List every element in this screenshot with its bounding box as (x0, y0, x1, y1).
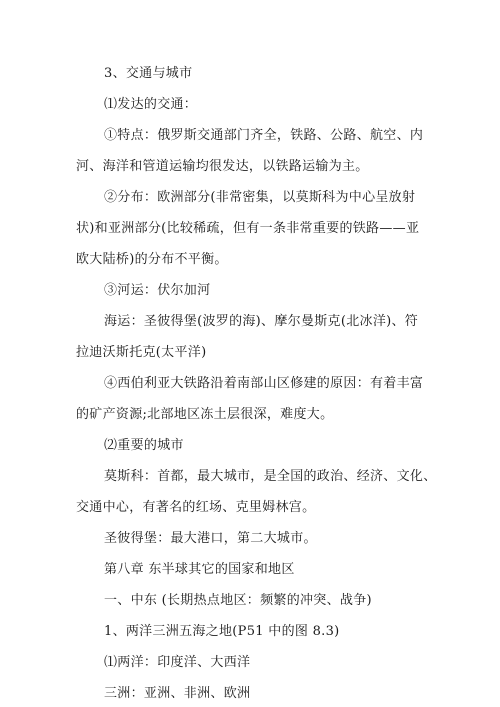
subheading-two-oceans: 1、两洋三洲五海之地(P51 中的图 8.3) (104, 624, 340, 639)
paragraph-line: ⑴两洋：印度洋、大西洋 (104, 655, 251, 670)
paragraph-line: ④西伯利亚大铁路沿着南部山区修建的原因：有着丰富 (104, 376, 424, 391)
paragraph-line: ③河运：伏尔加河 (104, 283, 211, 298)
chapter-heading: 第八章 东半球其它的国家和地区 (104, 562, 295, 577)
paragraph-line: 海运：圣彼得堡(波罗的海)、摩尔曼斯克(北冰洋)、符 (104, 314, 419, 329)
paragraph-line: 的矿产资源;北部地区冻土层很深，难度大。 (76, 407, 334, 422)
paragraph-line: 拉迪沃斯托克(太平洋) (76, 345, 207, 360)
section-heading-transport-cities: 3、交通与城市 (104, 66, 193, 81)
paragraph-line: ②分布：欧洲部分(非常密集，以莫斯科为中心呈放射 (104, 190, 416, 205)
paragraph-line: 圣彼得堡：最大港口，第二大城市。 (104, 531, 317, 546)
subheading-developed-transport: ⑴发达的交通： (104, 97, 198, 112)
paragraph-line: 交通中心，有著名的红场、克里姆林宫。 (76, 500, 316, 515)
subheading-important-cities: ⑵重要的城市 (104, 438, 184, 453)
paragraph-line: 状)和亚洲部分(比较稀疏，但有一条非常重要的铁路——亚 (76, 221, 420, 236)
section-heading-middle-east: 一、中东 (长期热点地区：频繁的冲突、战争) (104, 593, 372, 608)
paragraph-line: ①特点：俄罗斯交通部门齐全，铁路、公路、航空、内 (104, 128, 424, 143)
paragraph-line: 河、海洋和管道运输均很发达，以铁路运输为主。 (76, 159, 369, 174)
paragraph-line: 莫斯科：首都，最大城市，是全国的政治、经济、文化、 (104, 469, 437, 484)
paragraph-line: 三洲：亚洲、非洲、欧洲 (104, 686, 251, 701)
paragraph-line: 欧大陆桥)的分布不平衡。 (76, 252, 228, 267)
